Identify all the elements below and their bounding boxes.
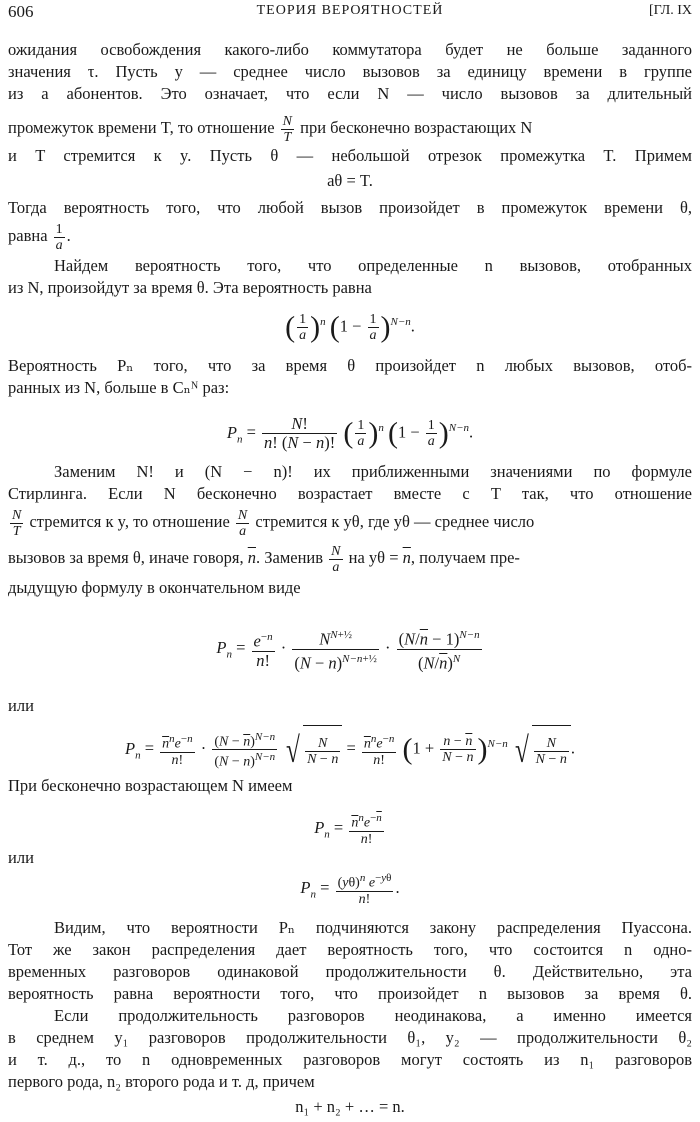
text-line: в среднем y₁ разговоров продолжительности θ₁, y₂ — продолжительности θ₂ [8,1028,692,1047]
text-line-with-fraction: вызовов за время θ, иначе говоря, $\overline{n}$. Заменив $\frac{N}{a}$ на $y\theta = \overline{n}$, получаем пре- [8,543,520,575]
running-header [8,0,692,26]
text-line-with-fraction: равна $\frac{1}{a}$ . [8,221,71,253]
text-line: Найдем вероятность того, что определенные n вызовов, отобранных [54,256,692,275]
text-line: Тогда вероятность того, что любой вызов произойдет в промежуток времени θ, [8,198,692,217]
equation-a-theta: aθ = T. [327,171,373,190]
text-fragment: при бесконечно возрастающих N [300,118,533,137]
equation-sum-n: n₁ + n₂ + … = n. [295,1097,405,1116]
text-line: Заменим N! и (N − n)! их приближенными значениями по формуле [54,462,692,481]
text-line: Видим, что вероятности Pₙ подчиняются закону распределения Пуассона. [54,918,692,937]
text-line-with-fraction [8,108,692,148]
text-fragment: на yθ = [348,548,399,567]
text-line: или [8,848,34,867]
text-fragment: промежуток времени T, то отношение [8,118,275,137]
text-line: Тот же закон распределения дает вероятность того, что состоится n одно- [8,940,692,959]
text-fragment: равна [8,226,48,245]
text-line: Стирлинга. Если N бесконечно возрастает вместе с T так, что отношение [8,484,692,503]
fraction-one-over-a: $\frac{1}{a}$ [55,221,63,253]
equation-pn-stirling: $P_n$ = $\frac{e^{-n}}{n!}$ · $\frac{N^{N+\frac{1}{2}}}{(N - n)^{N-n+\frac{1}{2}}}$ · $\frac{(N/\overline{n} - 1)^{N-n}}{(N/\overline{n})^N}$ [0,612,700,690]
text-line: из a абонентов. Это означает, что если N — число вызовов за длительный [8,84,692,103]
text-fragment: вызовов за время θ, иначе говоря, [8,548,244,567]
running-title: ТЕОРИЯ ВЕРОЯТНОСТЕЙ [256,3,444,18]
text-line: или [8,696,34,715]
equation-probability: ( $\frac{1}{a}$ )$^n$ (1 − $\frac{1}{a}$ )$^{N-n}$. [285,310,415,344]
text-line: и т. д., то n одновременных разговоров могут состоять из n₁ разговоров [8,1050,692,1069]
text-line: временных разговоров одинаковой продолжительности θ. Действительно, эта [8,962,692,981]
text-line: первого рода, n₂ второго рода и т. д, причем [8,1072,315,1091]
fraction-n-over-a: $\frac{N}{a}$ [331,543,341,575]
equation-poisson: $P_n$ = $\frac{\overline{n}^ne^{-\overline{n}}}{n!}$ [314,812,382,848]
text-fragment: . Заменив [255,548,324,567]
equation-pn-sqrt: $P_n$ = $\frac{\overline{n}^ne^{-n}}{n!}$ · $\frac{(N - \overline{n})^{N-n}}{(N - n)^{N-n}}$ √ $\frac{N}{N - n}$ = $\frac{\overline{n}^ne^{-n}}{n!}$ (1 + $\frac{n - \overline{n}}{N - n}$ )$^{N-n}$ √ $\frac{N}{N - n}$ . [0,720,700,779]
fraction-n-over-a: $\frac{N}{a}$ [237,507,248,539]
page-number: 606 [8,2,34,21]
text-fragment: стремится к yθ, где yθ — среднее число [255,512,535,531]
fraction-n-over-t: $\frac{N}{T}$ [12,507,22,539]
text-line: значения τ. Пусть y — среднее число вызовов за единицу времени в группе [8,62,692,81]
chapter-label: [ГЛ. IX [649,3,692,18]
text-fragment: , получаем пре- [410,548,520,567]
text-line: ожидания освобождения какого-либо коммутатора будет не больше заданного [8,40,692,59]
equation-pn-binomial: $P_n$ = $\frac{N!}{n! (N - n)!}$ ( $\frac{1}{a}$ )$^n$ (1 − $\frac{1}{a}$ )$^{N-n}$. [226,414,474,453]
text-line: из N, произойдут за время θ. Эта вероятность равна [8,278,372,297]
equation-poisson-y-theta: $P_n$ = $\frac{(y\theta)^n e^{-y\theta}}{n!}$ . [300,872,400,908]
text-line: дыдущую формулу в окончательном виде [8,578,301,597]
text-fragment: стремится к y, то отношение [29,512,230,531]
text-line: ранных из N, больше в Cₙᴺ раз: [8,378,230,397]
text-line-with-fraction [8,502,692,542]
text-line: и T стремится к y. Пусть θ — небольшой отрезок промежутка T. Примем [8,146,692,165]
text-line: вероятность равна вероятности того, что произойдет n вызовов за время θ. [8,984,692,1003]
text-line: Вероятность Pₙ того, что за время θ произойдет n любых вызовов, отоб- [8,356,692,375]
fraction-n-over-t: $\frac{N}{T}$ [282,113,293,145]
text-line: Если продолжительность разговоров неодинакова, а именно имеется [54,1006,692,1025]
text-line: При бесконечно возрастающем N имеем [8,776,293,795]
